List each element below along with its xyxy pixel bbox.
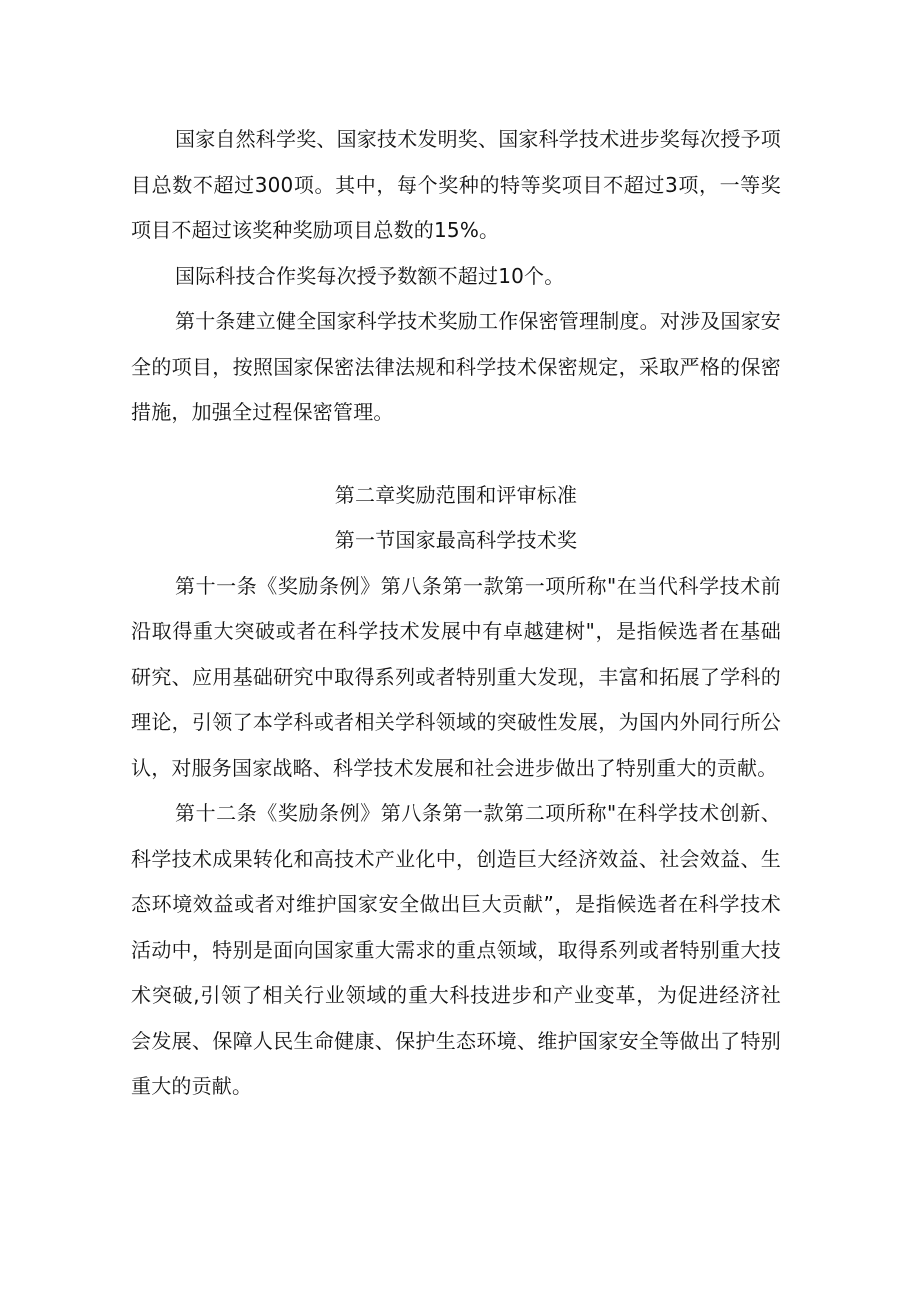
- chapter-title: 第二章奖励范围和评审标准: [334, 482, 578, 507]
- paragraph-article-10: 第十条建立健全国家科学技术奖励工作保密管理制度。对涉及国家安全的项目，按照国家保密法律法规和科学技术保密规定，采取严格的保密措施，加强全过程保密管理。: [131, 309, 781, 424]
- paragraph-international-award: 国际科技合作奖每次授予数额不超过10个。: [175, 263, 565, 288]
- document-body: [131, 117, 781, 1110]
- section-title: 第一节国家最高科学技术奖: [334, 528, 578, 552]
- section-gap: [131, 436, 781, 473]
- paragraph-award-limits: 国家自然科学奖、国家技术发明奖、国家科学技术进步奖每次授予项目总数不超过300项。其中，每个奖种的特等奖项目不超过3项，一等奖项目不超过该奖种奖励项目总数的15%。: [131, 127, 781, 242]
- paragraph-article-11: 第十一条《奖励条例》第八条第一款第一项所称"在当代科学技术前沿取得重大突破或者在科学技术发展中有卓越建树"，是指候选者在基础研究、应用基础研究中取得系列或者特别重大发现，丰富和拓展了学科的理论，引领了本学科或者相关学科领域的突破性发展，为国内外同行所公认，对服务国家战略、科学技术发展和社会进步做出了特别重大的贡献。: [131, 573, 781, 780]
- paragraph-article-12: 第十二条《奖励条例》第八条第一款第二项所称"在科学技术创新、科学技术成果转化和高技术产业化中，创造巨大经济效益、社会效益、生态环境效益或者对维护国家安全做出巨大贡献”，是指候选者在科学技术活动中，特别是面向国家重大需求的重点领域，取得系列或者特别重大技术突破,引领了相关行业领域的重大科技进步和产业变革，为促进经济社会发展、保障人民生命健康、保护生态环境、维护国家安全等做出了特别重大的贡献。: [131, 801, 781, 1098]
